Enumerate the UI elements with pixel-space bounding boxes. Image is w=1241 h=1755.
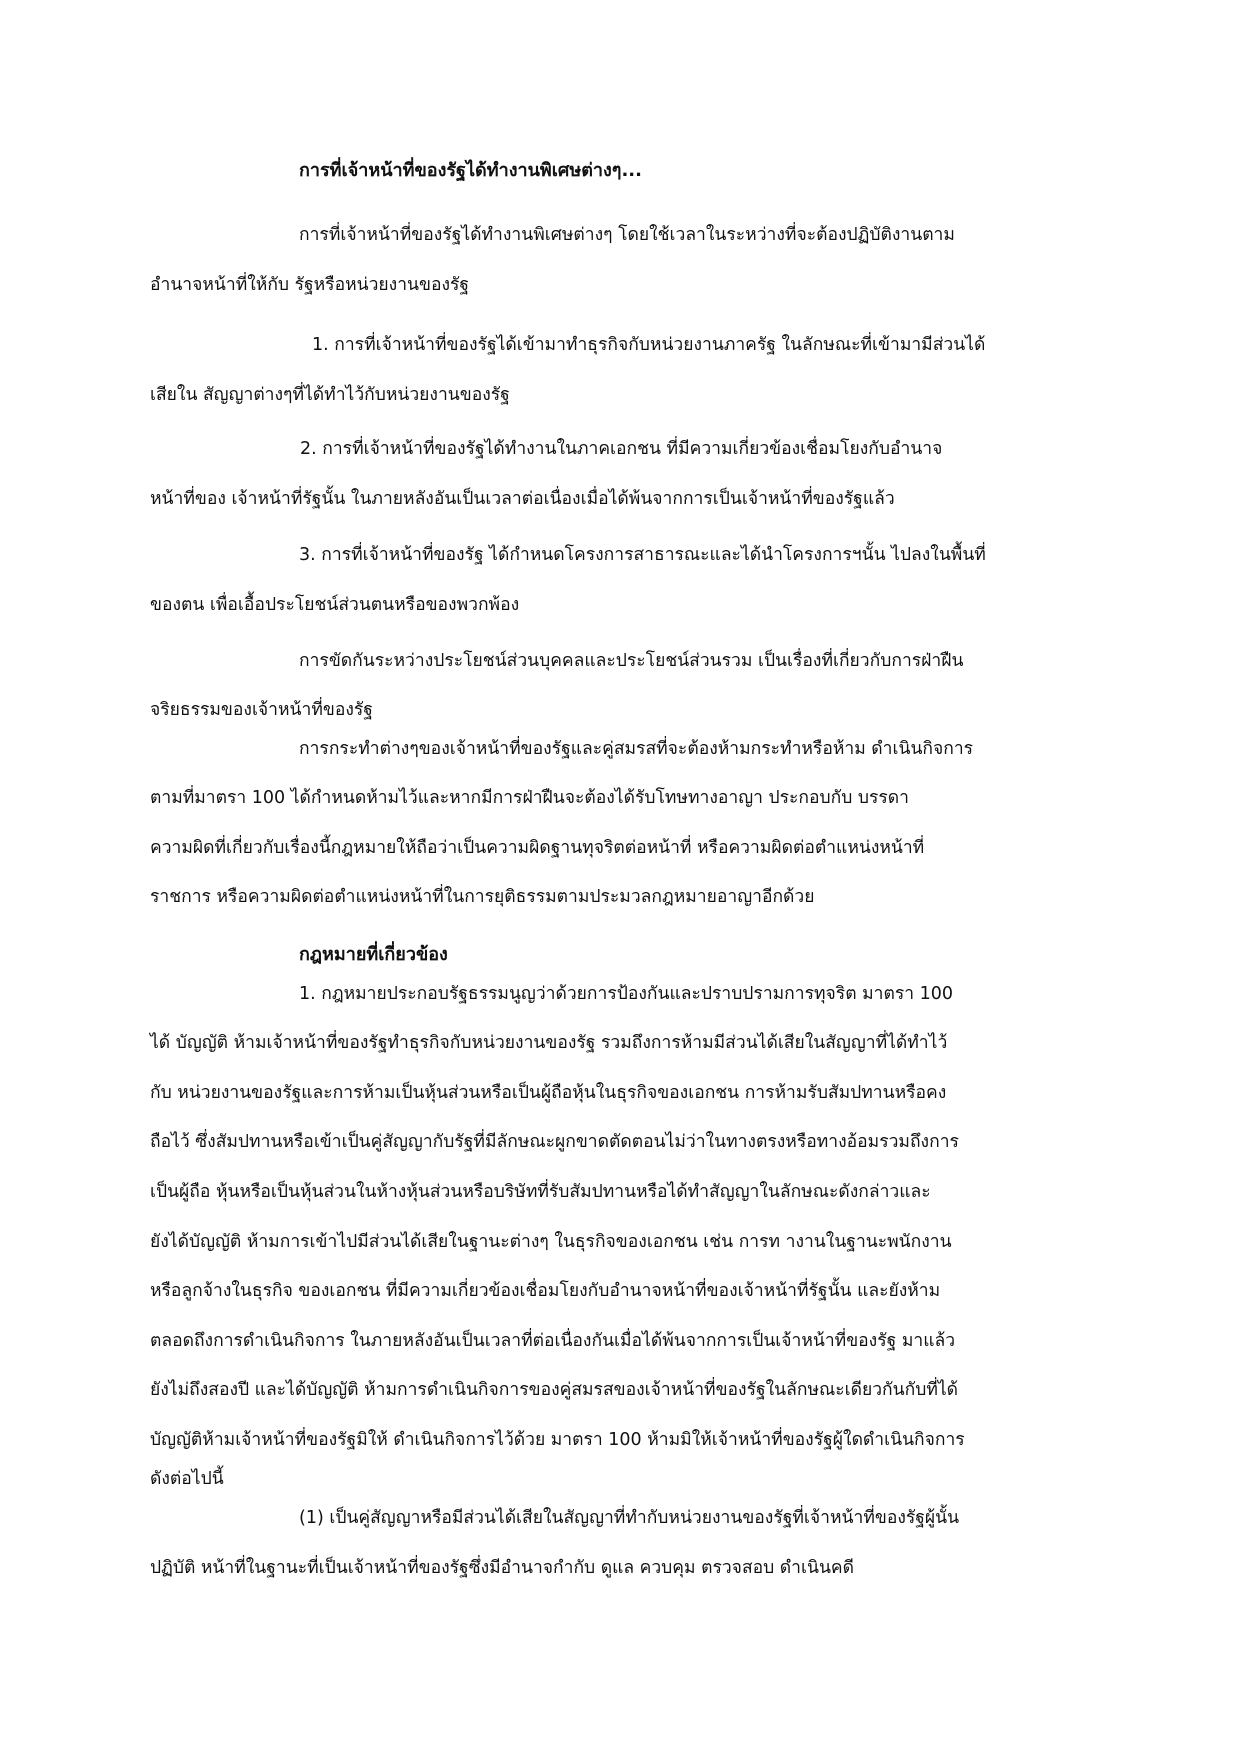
law-line-5: เป็นผู้ถือ หุ้นหรือเป็นหุ้นส่วนในห้างหุ้นส่วนหรือบริษัทที่รับสัมปทานหรือได้ทำสัญญาในลักษณะดังกล่าวและ — [150, 1182, 931, 1202]
law-line-3: กับ หน่วยงานของรัฐและการห้ามเป็นหุ้นส่วนหรือเป็นผู้ถือหุ้นในธุรกิจของเอกชน การห้ามรับสัมปทานหรือคง — [150, 1083, 947, 1103]
item-1-line-2: เสียใน สัญญาต่างๆที่ได้ทำไว้กับหน่วยงานของรัฐ — [150, 385, 510, 405]
law-line-7: หรือลูกจ้างในธุรกิจ ของเอกชน ที่มีความเกี่ยวข้องเชื่อมโยงกับอำนาจหน้าที่ของเจ้าหน้าที่รัฐนั้น และยังห้าม — [150, 1281, 941, 1301]
intro-line-1: การที่เจ้าหน้าที่ของรัฐได้ทำงานพิเศษต่างๆ โดยใช้เวลาในระหว่างที่จะต้องปฏิบัติงานตาม — [299, 225, 955, 245]
law-line-10: บัญญัติห้ามเจ้าหน้าที่ของรัฐมิให้ ดำเนินกิจการไว้ด้วย มาตรา 100 ห้ามมิให้เจ้าหน้าที่ของรัฐผู้ใดดำเนินกิจการ — [150, 1430, 965, 1450]
conflict-line-3: การกระทำต่างๆของเจ้าหน้าที่ของรัฐและคู่สมรสที่จะต้องห้ามกระทำหรือห้าม ดำเนินกิจการ — [299, 739, 974, 759]
item-1-line-1: 1. การที่เจ้าหน้าที่ของรัฐได้เข้ามาทำธุรกิจกับหน่วยงานภาครัฐ ในลักษณะที่เข้ามามีส่วนได้ — [312, 335, 986, 355]
conflict-line-1: การขัดกันระหว่างประโยชน์ส่วนบุคคลและประโยชน์ส่วนรวม เป็นเรื่องที่เกี่ยวกับการฝ่าฝืน — [299, 651, 964, 671]
intro-line-2: อำนาจหน้าที่ให้กับ รัฐหรือหน่วยงานของรัฐ — [150, 275, 470, 295]
law-line-1: 1. กฎหมายประกอบรัฐธรรมนูญว่าด้วยการป้องกันและปราบปรามการทุจริต มาตรา 100 — [299, 984, 954, 1004]
law-line-13: ปฏิบัติ หน้าที่ในฐานะที่เป็นเจ้าหน้าที่ของรัฐซึ่งมีอำนาจกำกับ ดูแล ควบคุม ตรวจสอบ ดำเนินคดี — [150, 1558, 854, 1578]
document-title: การที่เจ้าหน้าที่ของรัฐได้ทำงานพิเศษต่างๆ... — [299, 160, 642, 181]
item-2-line-2: หน้าที่ของ เจ้าหน้าที่รัฐนั้น ในภายหลังอันเป็นเวลาต่อเนื่องเมื่อได้พ้นจากการเป็นเจ้าหน้าที่ของรัฐแล้ว — [150, 489, 895, 509]
law-line-4: ถือไว้ ซึ่งสัมปทานหรือเข้าเป็นคู่สัญญากับรัฐที่มีลักษณะผูกขาดตัดตอนไม่ว่าในทางตรงหรือทางอ้อมรวมถึงการ — [150, 1132, 959, 1152]
item-3-line-1: 3. การที่เจ้าหน้าที่ของรัฐ ได้กำหนดโครงการสาธารณะและได้นำโครงการฯนั้น ไปลงในพื้นที่ — [299, 545, 986, 565]
conflict-line-5: ความผิดที่เกี่ยวกับเรื่องนี้กฎหมายให้ถือว่าเป็นความผิดฐานทุจริตต่อหน้าที่ หรือความผิดต่อตำแหน่งหน้าที่ — [150, 838, 925, 858]
law-line-11: ดังต่อไปนี้ — [150, 1469, 224, 1489]
conflict-line-2: จริยธรรมของเจ้าหน้าที่ของรัฐ — [150, 700, 373, 720]
law-line-8: ตลอดถึงการดำเนินกิจการ ในภายหลังอันเป็นเวลาที่ต่อเนื่องกันเมื่อได้พ้นจากการเป็นเจ้าหน้าที่ของรัฐ มาแล้ว — [150, 1331, 956, 1351]
law-heading: กฎหมายที่เกี่ยวข้อง — [299, 944, 448, 965]
conflict-line-4: ตามที่มาตรา 100 ได้กำหนดห้ามไว้และหากมีการฝ่าฝืนจะต้องได้รับโทษทางอาญา ประกอบกับ บรรดา — [150, 788, 909, 808]
law-line-6: ยังได้บัญญัติ ห้ามการเข้าไปมีส่วนได้เสียในฐานะต่างๆ ในธุรกิจของเอกชน เช่น การท างานในฐานะพนักงาน — [150, 1232, 952, 1252]
law-line-9: ยังไม่ถึงสองปี และได้บัญญัติ ห้ามการดำเนินกิจการของคู่สมรสของเจ้าหน้าที่ของรัฐในลักษณะเดียวกันกับที่ได้ — [150, 1380, 959, 1400]
item-3-line-2: ของตน เพื่อเอื้อประโยชน์ส่วนตนหรือของพวกพ้อง — [150, 595, 520, 615]
conflict-line-6: ราชการ หรือความผิดต่อตำแหน่งหน้าที่ในการยุติธรรมตามประมวลกฎหมายอาญาอีกด้วย — [150, 887, 815, 907]
law-line-12: (1) เป็นคู่สัญญาหรือมีส่วนได้เสียในสัญญาที่ทำกับหน่วยงานของรัฐที่เจ้าหน้าที่ของรัฐผู้นั้น — [299, 1508, 960, 1528]
law-line-2: ได้ บัญญัติ ห้ามเจ้าหน้าที่ของรัฐทำธุรกิจกับหน่วยงานของรัฐ รวมถึงการห้ามมีส่วนได้เสียในสัญญาที่ได้ทำไว้ — [150, 1033, 948, 1053]
item-2-line-1: 2. การที่เจ้าหน้าที่ของรัฐได้ทำงานในภาคเอกชน ที่มีความเกี่ยวข้องเชื่อมโยงกับอำนาจ — [300, 439, 943, 459]
